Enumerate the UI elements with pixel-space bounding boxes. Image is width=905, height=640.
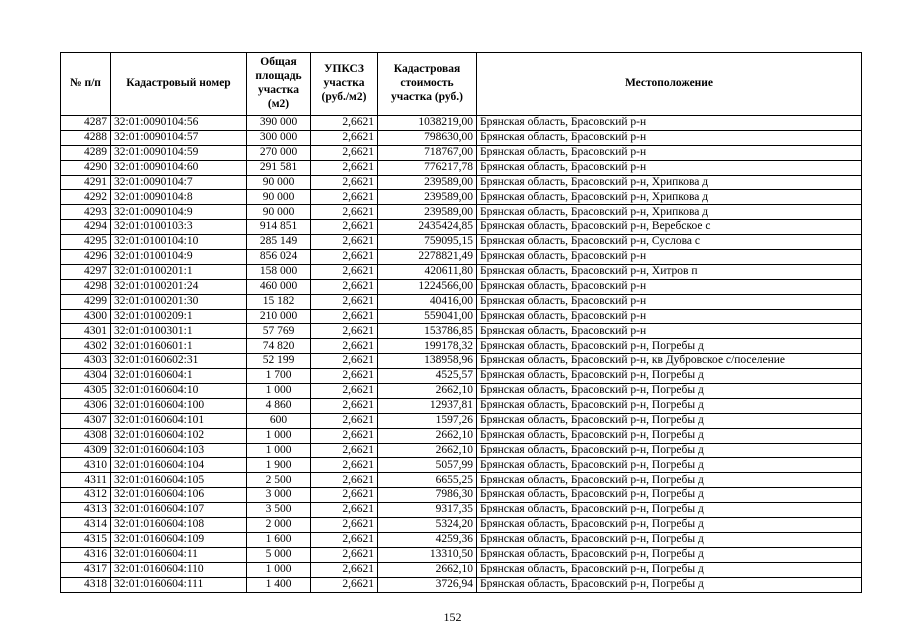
cell-location: Брянская область, Брасовский р-н, Суслова с: [477, 235, 862, 250]
cell-cadastral-number: 32:01:0100209:1: [111, 309, 247, 324]
table-row: [61, 160, 862, 175]
cell-area: 300 000: [247, 130, 311, 145]
cell-cadastral-number: 32:01:0160604:105: [111, 473, 247, 488]
cell-area: 52 199: [247, 354, 311, 369]
table-row: [61, 235, 862, 250]
cell-upksz: 2,6621: [311, 473, 378, 488]
cell-num: 4291: [61, 175, 111, 190]
cell-upksz: 2,6621: [311, 145, 378, 160]
table-row: [61, 339, 862, 354]
table-row: [61, 175, 862, 190]
header-location: Местоположение: [477, 53, 862, 116]
cell-area: 1 400: [247, 577, 311, 592]
cell-upksz: 2,6621: [311, 413, 378, 428]
cell-upksz: 2,6621: [311, 428, 378, 443]
table-row: [61, 324, 862, 339]
cell-cost: 153786,85: [378, 324, 477, 339]
cell-location: Брянская область, Брасовский р-н: [477, 324, 862, 339]
cell-area: 1 000: [247, 443, 311, 458]
cell-cadastral-number: 32:01:0090104:8: [111, 190, 247, 205]
cell-cadastral-number: 32:01:0100301:1: [111, 324, 247, 339]
cell-area: 270 000: [247, 145, 311, 160]
table-row: [61, 398, 862, 413]
cell-num: 4318: [61, 577, 111, 592]
cell-cost: 559041,00: [378, 309, 477, 324]
cell-num: 4316: [61, 547, 111, 562]
cell-area: 90 000: [247, 205, 311, 220]
cell-upksz: 2,6621: [311, 458, 378, 473]
cell-cadastral-number: 32:01:0090104:7: [111, 175, 247, 190]
cell-cost: 759095,15: [378, 235, 477, 250]
cell-cost: 1597,26: [378, 413, 477, 428]
cell-cost: 798630,00: [378, 130, 477, 145]
cell-num: 4313: [61, 503, 111, 518]
cell-num: 4302: [61, 339, 111, 354]
cell-cost: 2662,10: [378, 443, 477, 458]
cell-num: 4292: [61, 190, 111, 205]
cell-upksz: 2,6621: [311, 309, 378, 324]
cell-cadastral-number: 32:01:0100104:10: [111, 235, 247, 250]
cell-cadastral-number: 32:01:0090104:56: [111, 116, 247, 131]
cell-cost: 1224566,00: [378, 279, 477, 294]
cell-area: 3 000: [247, 488, 311, 503]
page-number: 152: [443, 610, 462, 624]
cell-cost: 4525,57: [378, 369, 477, 384]
table-row: [61, 577, 862, 592]
cell-upksz: 2,6621: [311, 398, 378, 413]
cell-cadastral-number: 32:01:0160604:103: [111, 443, 247, 458]
cell-cadastral-number: 32:01:0160604:100: [111, 398, 247, 413]
cell-cadastral-number: 32:01:0100103:3: [111, 220, 247, 235]
cell-area: 914 851: [247, 220, 311, 235]
table-row: [61, 518, 862, 533]
cell-cadastral-number: 32:01:0160604:10: [111, 384, 247, 399]
cell-num: 4287: [61, 116, 111, 131]
cell-location: Брянская область, Брасовский р-н: [477, 145, 862, 160]
cell-location: Брянская область, Брасовский р-н: [477, 279, 862, 294]
cell-area: 856 024: [247, 250, 311, 265]
cell-location: Брянская область, Брасовский р-н, Хрипкова д: [477, 205, 862, 220]
cell-cost: 239589,00: [378, 175, 477, 190]
cell-cost: 138958,96: [378, 354, 477, 369]
header-num: № п/п: [61, 53, 111, 116]
cell-cost: 6655,25: [378, 473, 477, 488]
cell-cost: 5057,99: [378, 458, 477, 473]
cell-num: 4293: [61, 205, 111, 220]
cell-cost: 239589,00: [378, 190, 477, 205]
cell-num: 4288: [61, 130, 111, 145]
table-body: [61, 116, 862, 593]
table-row: [61, 428, 862, 443]
cell-location: Брянская область, Брасовский р-н, Погребы д: [477, 369, 862, 384]
table-row: [61, 532, 862, 547]
table-row: [61, 190, 862, 205]
cell-cost: 718767,00: [378, 145, 477, 160]
cell-num: 4298: [61, 279, 111, 294]
cell-cadastral-number: 32:01:0160604:107: [111, 503, 247, 518]
cell-area: 460 000: [247, 279, 311, 294]
table-row: [61, 205, 862, 220]
table-header: [61, 53, 862, 116]
cell-location: Брянская область, Брасовский р-н, Погребы д: [477, 577, 862, 592]
cell-area: 3 500: [247, 503, 311, 518]
cell-location: Брянская область, Брасовский р-н: [477, 309, 862, 324]
cell-num: 4307: [61, 413, 111, 428]
cell-area: 2 000: [247, 518, 311, 533]
cell-num: 4300: [61, 309, 111, 324]
cell-upksz: 2,6621: [311, 354, 378, 369]
cell-location: Брянская область, Брасовский р-н, Погребы д: [477, 398, 862, 413]
cell-upksz: 2,6621: [311, 324, 378, 339]
cell-num: 4297: [61, 264, 111, 279]
cell-cost: 5324,20: [378, 518, 477, 533]
cell-location: Брянская область, Брасовский р-н, Хрипкова д: [477, 175, 862, 190]
cell-location: Брянская область, Брасовский р-н, Хрипкова д: [477, 190, 862, 205]
cell-cost: 3726,94: [378, 577, 477, 592]
cell-cadastral-number: 32:01:0090104:59: [111, 145, 247, 160]
cell-upksz: 2,6621: [311, 116, 378, 131]
cell-location: Брянская область, Брасовский р-н, Погребы д: [477, 518, 862, 533]
cell-num: 4295: [61, 235, 111, 250]
header-cost: Кадастровая стоимость участка (руб.): [378, 53, 477, 116]
table-row: [61, 488, 862, 503]
cell-area: 390 000: [247, 116, 311, 131]
table-row: [61, 547, 862, 562]
table-row: [61, 294, 862, 309]
cell-cadastral-number: 32:01:0160602:31: [111, 354, 247, 369]
cell-upksz: 2,6621: [311, 532, 378, 547]
cell-cost: 420611,80: [378, 264, 477, 279]
cell-location: Брянская область, Брасовский р-н, Погребы д: [477, 532, 862, 547]
cell-area: 4 860: [247, 398, 311, 413]
cell-location: Брянская область, Брасовский р-н, Погребы д: [477, 547, 862, 562]
cell-num: 4289: [61, 145, 111, 160]
cell-area: 1 700: [247, 369, 311, 384]
cell-upksz: 2,6621: [311, 205, 378, 220]
cell-cadastral-number: 32:01:0100201:30: [111, 294, 247, 309]
cell-cadastral-number: 32:01:0160604:110: [111, 562, 247, 577]
cell-cadastral-number: 32:01:0160604:11: [111, 547, 247, 562]
cell-upksz: 2,6621: [311, 235, 378, 250]
cell-num: 4305: [61, 384, 111, 399]
cell-upksz: 2,6621: [311, 279, 378, 294]
cell-area: 158 000: [247, 264, 311, 279]
cell-upksz: 2,6621: [311, 175, 378, 190]
cell-upksz: 2,6621: [311, 190, 378, 205]
cell-upksz: 2,6621: [311, 250, 378, 265]
cell-cost: 2662,10: [378, 384, 477, 399]
header-row: [61, 53, 862, 116]
cell-cost: 1038219,00: [378, 116, 477, 131]
cell-cost: 2435424,85: [378, 220, 477, 235]
cell-location: Брянская область, Брасовский р-н: [477, 294, 862, 309]
cell-upksz: 2,6621: [311, 443, 378, 458]
cell-upksz: 2,6621: [311, 577, 378, 592]
cell-cost: 239589,00: [378, 205, 477, 220]
table-row: [61, 116, 862, 131]
cell-cost: 40416,00: [378, 294, 477, 309]
table-row: [61, 354, 862, 369]
cell-upksz: 2,6621: [311, 562, 378, 577]
cell-area: 1 000: [247, 562, 311, 577]
table-row: [61, 279, 862, 294]
cell-num: 4311: [61, 473, 111, 488]
cell-upksz: 2,6621: [311, 130, 378, 145]
cell-cadastral-number: 32:01:0100104:9: [111, 250, 247, 265]
cell-cadastral-number: 32:01:0160601:1: [111, 339, 247, 354]
cell-location: Брянская область, Брасовский р-н: [477, 250, 862, 265]
table-row: [61, 413, 862, 428]
cell-num: 4301: [61, 324, 111, 339]
cell-location: Брянская область, Брасовский р-н, Погребы д: [477, 503, 862, 518]
cell-area: 1 900: [247, 458, 311, 473]
cell-area: 90 000: [247, 190, 311, 205]
cell-num: 4309: [61, 443, 111, 458]
cell-area: 1 600: [247, 532, 311, 547]
cell-area: 5 000: [247, 547, 311, 562]
cell-cost: 776217,78: [378, 160, 477, 175]
cell-cadastral-number: 32:01:0100201:1: [111, 264, 247, 279]
cell-cost: 13310,50: [378, 547, 477, 562]
table-row: [61, 309, 862, 324]
cell-num: 4308: [61, 428, 111, 443]
cell-area: 1 000: [247, 428, 311, 443]
cell-cost: 2278821,49: [378, 250, 477, 265]
cell-location: Брянская область, Брасовский р-н: [477, 160, 862, 175]
cell-num: 4314: [61, 518, 111, 533]
cell-upksz: 2,6621: [311, 503, 378, 518]
cell-num: 4296: [61, 250, 111, 265]
table-row: [61, 250, 862, 265]
table-row: [61, 145, 862, 160]
cell-cost: 199178,32: [378, 339, 477, 354]
cell-cadastral-number: 32:01:0160604:109: [111, 532, 247, 547]
table-row: [61, 562, 862, 577]
cell-cadastral-number: 32:01:0090104:60: [111, 160, 247, 175]
cell-num: 4290: [61, 160, 111, 175]
cell-location: Брянская область, Брасовский р-н, Погребы д: [477, 384, 862, 399]
table-row: [61, 473, 862, 488]
header-upksz: УПКСЗ участка (руб./м2): [311, 53, 378, 116]
table-row: [61, 503, 862, 518]
cell-location: Брянская область, Брасовский р-н, Хитров п: [477, 264, 862, 279]
cell-location: Брянская область, Брасовский р-н, кв Дубровское с/поселение: [477, 354, 862, 369]
cell-cadastral-number: 32:01:0090104:57: [111, 130, 247, 145]
cell-cadastral-number: 32:01:0160604:108: [111, 518, 247, 533]
cell-location: Брянская область, Брасовский р-н, Погребы д: [477, 443, 862, 458]
cell-upksz: 2,6621: [311, 369, 378, 384]
cell-location: Брянская область, Брасовский р-н, Веребское с: [477, 220, 862, 235]
cell-cost: 7986,30: [378, 488, 477, 503]
cell-num: 4312: [61, 488, 111, 503]
cell-area: 90 000: [247, 175, 311, 190]
cell-num: 4306: [61, 398, 111, 413]
header-area: Общая площадь участка (м2): [247, 53, 311, 116]
cell-area: 74 820: [247, 339, 311, 354]
cell-area: 1 000: [247, 384, 311, 399]
cell-cadastral-number: 32:01:0100201:24: [111, 279, 247, 294]
cell-cost: 9317,35: [378, 503, 477, 518]
cell-location: Брянская область, Брасовский р-н, Погребы д: [477, 339, 862, 354]
cell-upksz: 2,6621: [311, 294, 378, 309]
cell-num: 4303: [61, 354, 111, 369]
cell-area: 15 182: [247, 294, 311, 309]
cell-location: Брянская область, Брасовский р-н: [477, 116, 862, 131]
cell-cadastral-number: 32:01:0160604:106: [111, 488, 247, 503]
cell-cost: 2662,10: [378, 562, 477, 577]
cell-cadastral-number: 32:01:0160604:111: [111, 577, 247, 592]
cell-num: 4310: [61, 458, 111, 473]
table-row: [61, 443, 862, 458]
cell-upksz: 2,6621: [311, 220, 378, 235]
cell-location: Брянская область, Брасовский р-н, Погребы д: [477, 488, 862, 503]
table-row: [61, 369, 862, 384]
header-cadastral: Кадастровый номер: [111, 53, 247, 116]
cell-cadastral-number: 32:01:0090104:9: [111, 205, 247, 220]
cell-upksz: 2,6621: [311, 488, 378, 503]
cell-upksz: 2,6621: [311, 384, 378, 399]
cell-location: Брянская область, Брасовский р-н, Погребы д: [477, 562, 862, 577]
table-row: [61, 384, 862, 399]
cell-area: 285 149: [247, 235, 311, 250]
cell-location: Брянская область, Брасовский р-н, Погребы д: [477, 428, 862, 443]
table-row: [61, 220, 862, 235]
cell-area: 291 581: [247, 160, 311, 175]
cell-cadastral-number: 32:01:0160604:1: [111, 369, 247, 384]
cell-cost: 12937,81: [378, 398, 477, 413]
cell-cost: 2662,10: [378, 428, 477, 443]
cell-num: 4304: [61, 369, 111, 384]
cell-location: Брянская область, Брасовский р-н, Погребы д: [477, 458, 862, 473]
cell-upksz: 2,6621: [311, 547, 378, 562]
cell-cost: 4259,36: [378, 532, 477, 547]
table-row: [61, 130, 862, 145]
cell-location: Брянская область, Брасовский р-н, Погребы д: [477, 473, 862, 488]
cell-area: 57 769: [247, 324, 311, 339]
cell-area: 600: [247, 413, 311, 428]
cell-upksz: 2,6621: [311, 339, 378, 354]
cell-upksz: 2,6621: [311, 160, 378, 175]
cell-cadastral-number: 32:01:0160604:102: [111, 428, 247, 443]
cell-num: 4299: [61, 294, 111, 309]
table-row: [61, 264, 862, 279]
cell-location: Брянская область, Брасовский р-н: [477, 130, 862, 145]
cell-upksz: 2,6621: [311, 264, 378, 279]
cell-upksz: 2,6621: [311, 518, 378, 533]
cell-num: 4294: [61, 220, 111, 235]
cell-location: Брянская область, Брасовский р-н, Погребы д: [477, 413, 862, 428]
table-row: [61, 458, 862, 473]
cell-num: 4315: [61, 532, 111, 547]
cell-area: 210 000: [247, 309, 311, 324]
cell-cadastral-number: 32:01:0160604:104: [111, 458, 247, 473]
cell-num: 4317: [61, 562, 111, 577]
cell-cadastral-number: 32:01:0160604:101: [111, 413, 247, 428]
cadastral-table: [60, 52, 862, 593]
cell-area: 2 500: [247, 473, 311, 488]
